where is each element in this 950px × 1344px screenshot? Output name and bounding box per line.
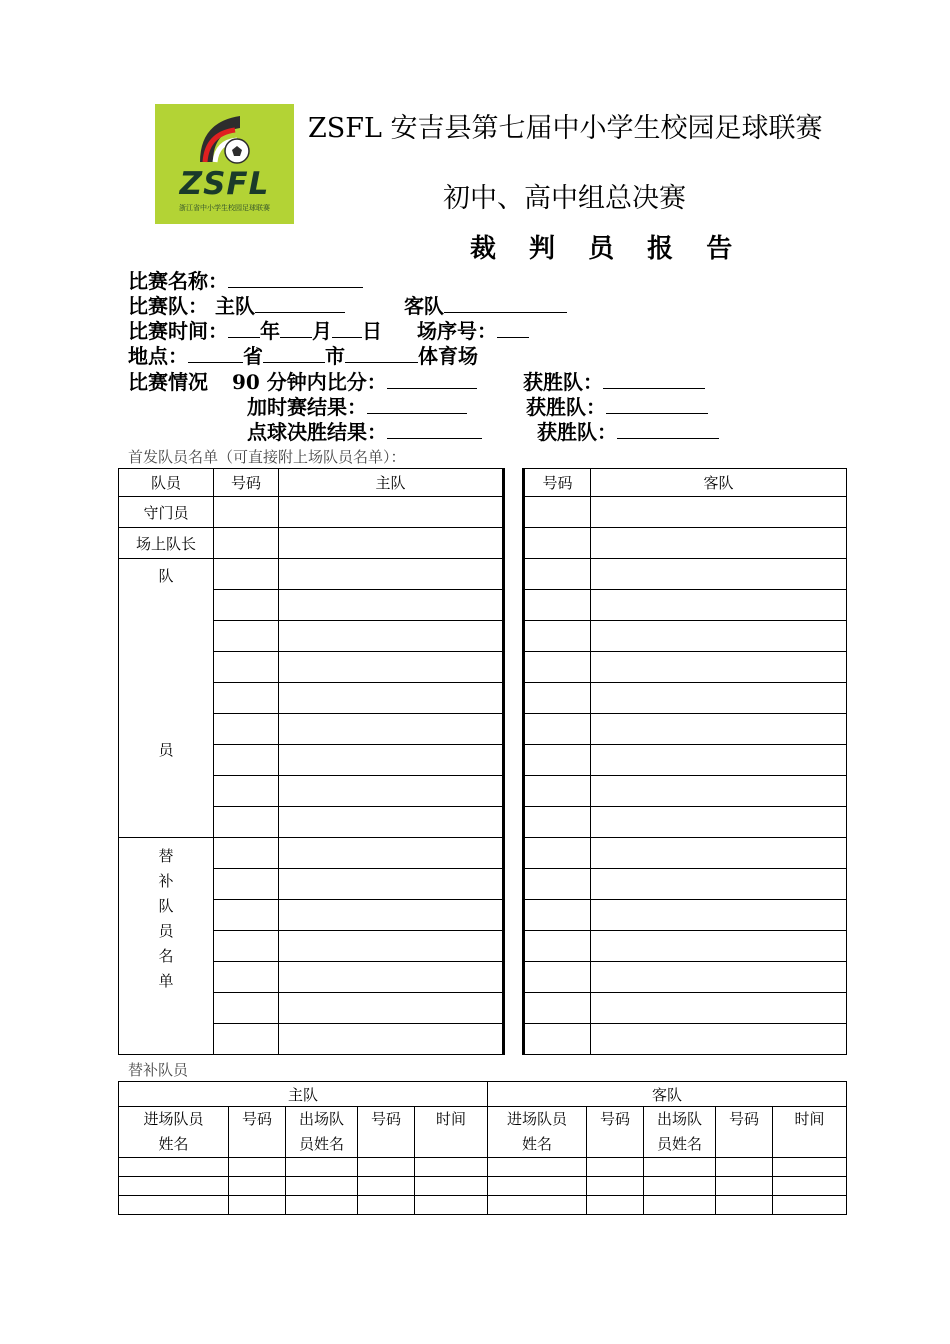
winner90-row xyxy=(523,370,705,394)
day-field[interactable] xyxy=(332,319,362,338)
home-out-name-header xyxy=(286,1107,358,1158)
subs-char: 名 xyxy=(158,947,174,965)
table-row xyxy=(119,683,847,714)
table-cell[interactable] xyxy=(214,838,279,869)
table-cell[interactable] xyxy=(358,1158,415,1177)
table-cell[interactable] xyxy=(214,652,279,683)
home-in-number-header: 号码 xyxy=(229,1107,286,1158)
table-cell[interactable] xyxy=(773,1177,847,1196)
table-cell[interactable] xyxy=(591,528,847,559)
subs-column-header-row xyxy=(119,1107,847,1158)
col-home: 主队 xyxy=(279,469,504,497)
stadium-label: 体育场 xyxy=(418,344,478,368)
col-away-number: 号码 xyxy=(524,469,591,497)
subs-char: 单 xyxy=(158,972,174,990)
table-cell[interactable] xyxy=(286,1177,358,1196)
table-cell[interactable] xyxy=(591,807,847,838)
table-cell[interactable] xyxy=(279,528,504,559)
team-separator xyxy=(504,469,524,1055)
province-label: 省 xyxy=(243,344,263,368)
lineup-note: 首发队员名单（可直接附上场队员名单）： xyxy=(128,448,406,466)
table-cell[interactable] xyxy=(279,962,504,993)
table-cell[interactable] xyxy=(591,745,847,776)
table-cell[interactable] xyxy=(415,1177,488,1196)
table-row xyxy=(119,1158,847,1177)
table-cell[interactable] xyxy=(279,807,504,838)
table-row xyxy=(119,652,847,683)
table-cell[interactable] xyxy=(716,1196,773,1215)
col-home-number: 号码 xyxy=(214,469,279,497)
winner-extra-label: 获胜队： xyxy=(526,395,606,419)
table-row xyxy=(119,962,847,993)
table-cell[interactable] xyxy=(214,590,279,621)
header-line: 姓名 xyxy=(158,1135,189,1153)
month-field[interactable] xyxy=(280,319,312,338)
report-title: 裁 判 员 报 告 xyxy=(470,234,745,264)
winner-penalty-row xyxy=(537,420,719,444)
header-line: 姓名 xyxy=(521,1135,552,1153)
penalty-row xyxy=(247,420,482,444)
subs-note: 替补队员 xyxy=(128,1061,189,1079)
home-team-label: 主队 xyxy=(214,294,255,318)
table-cell[interactable] xyxy=(591,993,847,1024)
table-cell[interactable] xyxy=(119,1158,229,1177)
table-cell[interactable] xyxy=(591,962,847,993)
table-cell[interactable] xyxy=(524,745,591,776)
col-player: 队员 xyxy=(119,469,214,497)
province-field[interactable] xyxy=(188,344,243,363)
table-cell[interactable] xyxy=(286,1158,358,1177)
table-cell[interactable] xyxy=(214,869,279,900)
players-bottom-char: 员 xyxy=(158,741,174,759)
table-cell[interactable] xyxy=(591,590,847,621)
header-line: 出场队 xyxy=(298,1110,344,1128)
match-name-field[interactable] xyxy=(228,269,363,288)
table-cell[interactable] xyxy=(524,869,591,900)
table-row xyxy=(119,807,847,838)
teams-row xyxy=(128,294,567,318)
table-cell[interactable] xyxy=(488,1196,587,1215)
winner90-field[interactable] xyxy=(603,370,705,389)
table-cell[interactable] xyxy=(524,621,591,652)
subs-home-header: 主队 xyxy=(119,1082,488,1107)
table-row xyxy=(119,714,847,745)
logo-wordmark: ZSFL xyxy=(179,166,270,202)
table-cell[interactable] xyxy=(524,807,591,838)
header-line: 员姓名 xyxy=(298,1135,344,1153)
table-cell[interactable] xyxy=(524,1024,591,1055)
goalkeeper-row xyxy=(119,497,847,528)
table-cell[interactable] xyxy=(591,838,847,869)
table-cell[interactable] xyxy=(644,1158,716,1177)
page-title: ZSFL 安吉县第七届中小学生校园足球联赛 xyxy=(308,113,823,144)
table-cell[interactable] xyxy=(591,1024,847,1055)
table-cell[interactable] xyxy=(415,1196,488,1215)
table-cell[interactable] xyxy=(279,559,504,590)
table-cell[interactable] xyxy=(591,776,847,807)
table-cell[interactable] xyxy=(358,1177,415,1196)
table-row xyxy=(119,590,847,621)
table-cell[interactable] xyxy=(279,900,504,931)
result-label: 比赛情况 xyxy=(128,370,208,394)
table-cell[interactable] xyxy=(214,900,279,931)
winner-extra-field[interactable] xyxy=(606,395,708,414)
table-cell[interactable] xyxy=(524,590,591,621)
table-cell[interactable] xyxy=(524,714,591,745)
captain-label: 场上队长 xyxy=(119,528,214,559)
table-row xyxy=(119,900,847,931)
table-cell[interactable] xyxy=(214,776,279,807)
table-row xyxy=(119,559,847,590)
year-field[interactable] xyxy=(228,319,260,338)
table-cell[interactable] xyxy=(524,776,591,807)
players-group-label xyxy=(119,559,214,838)
table-cell[interactable] xyxy=(524,900,591,931)
table-cell[interactable] xyxy=(644,1196,716,1215)
captain-row xyxy=(119,528,847,559)
away-team-label: 客队 xyxy=(403,294,444,318)
winner-penalty-label: 获胜队： xyxy=(537,420,617,444)
table-cell[interactable] xyxy=(214,962,279,993)
table-cell[interactable] xyxy=(279,869,504,900)
table-cell[interactable] xyxy=(587,1196,644,1215)
away-time-header: 时间 xyxy=(773,1107,847,1158)
table-cell[interactable] xyxy=(524,993,591,1024)
winner-penalty-field[interactable] xyxy=(617,420,719,439)
table-row xyxy=(119,869,847,900)
table-cell[interactable] xyxy=(716,1177,773,1196)
table-cell[interactable] xyxy=(229,1196,286,1215)
goalkeeper-label: 守门员 xyxy=(119,497,214,528)
winner-extra-row xyxy=(526,395,708,419)
year-label: 年 xyxy=(260,319,280,343)
players-top-char: 队 xyxy=(158,567,174,585)
table-cell[interactable] xyxy=(358,1196,415,1215)
lineup-table xyxy=(118,468,847,1055)
table-cell[interactable] xyxy=(279,745,504,776)
table-cell[interactable] xyxy=(279,683,504,714)
table-row xyxy=(119,1024,847,1055)
table-cell[interactable] xyxy=(524,683,591,714)
table-cell[interactable] xyxy=(229,1177,286,1196)
extra-time-row xyxy=(247,395,467,419)
home-out-number-header: 号码 xyxy=(358,1107,415,1158)
score90-label: 90 分钟内比分： xyxy=(232,370,387,394)
table-cell[interactable] xyxy=(279,497,504,528)
table-cell[interactable] xyxy=(591,931,847,962)
header-line: 进场队员 xyxy=(506,1110,567,1128)
order-field[interactable] xyxy=(497,319,529,338)
substitutions-table xyxy=(118,1081,847,1215)
table-row xyxy=(119,776,847,807)
home-team-field[interactable] xyxy=(255,294,345,313)
table-cell[interactable] xyxy=(279,931,504,962)
penalty-label: 点球决胜结果： xyxy=(247,420,387,444)
table-cell[interactable] xyxy=(279,590,504,621)
home-in-name-header xyxy=(119,1107,229,1158)
table-row xyxy=(119,931,847,962)
time-row xyxy=(128,319,529,343)
table-row xyxy=(119,621,847,652)
table-cell[interactable] xyxy=(591,621,847,652)
table-cell[interactable] xyxy=(524,652,591,683)
table-cell[interactable] xyxy=(214,683,279,714)
place-row xyxy=(128,344,478,368)
table-cell[interactable] xyxy=(524,497,591,528)
table-cell[interactable] xyxy=(214,1024,279,1055)
away-team-field[interactable] xyxy=(444,294,567,313)
table-row xyxy=(119,1177,847,1196)
subs-char: 替 xyxy=(158,847,174,865)
match-name-label: 比赛名称： xyxy=(128,269,228,293)
table-cell[interactable] xyxy=(415,1158,488,1177)
table-row xyxy=(119,993,847,1024)
table-cell[interactable] xyxy=(587,1177,644,1196)
month-label: 月 xyxy=(312,319,332,343)
table-cell[interactable] xyxy=(119,1177,229,1196)
header-line: 出场队 xyxy=(656,1110,702,1128)
winner90-label: 获胜队： xyxy=(523,370,603,394)
table-cell[interactable] xyxy=(524,528,591,559)
away-in-name-header xyxy=(488,1107,587,1158)
stadium-field[interactable] xyxy=(345,344,418,363)
away-in-number-header: 号码 xyxy=(587,1107,644,1158)
header-line: 进场队员 xyxy=(143,1110,204,1128)
substitutes-group-label xyxy=(119,838,214,1055)
match-name-row xyxy=(128,269,363,293)
table-cell[interactable] xyxy=(488,1177,587,1196)
page-subtitle: 初中、高中组总决赛 xyxy=(443,183,686,214)
table-cell[interactable] xyxy=(214,931,279,962)
table-row xyxy=(119,1196,847,1215)
table-cell[interactable] xyxy=(279,776,504,807)
table-cell[interactable] xyxy=(591,714,847,745)
table-cell[interactable] xyxy=(214,993,279,1024)
table-cell[interactable] xyxy=(119,1196,229,1215)
logo-subtitle: 浙江省中小学生校园足球联赛 xyxy=(179,204,270,212)
home-time-header: 时间 xyxy=(415,1107,488,1158)
table-cell[interactable] xyxy=(229,1158,286,1177)
city-label: 市 xyxy=(325,344,345,368)
table-cell[interactable] xyxy=(524,962,591,993)
substitutes-first-row xyxy=(119,838,847,869)
table-cell[interactable] xyxy=(773,1196,847,1215)
col-away: 客队 xyxy=(591,469,847,497)
table-cell[interactable] xyxy=(716,1158,773,1177)
table-cell[interactable] xyxy=(644,1177,716,1196)
penalty-field[interactable] xyxy=(387,420,482,439)
table-cell[interactable] xyxy=(214,528,279,559)
table-cell[interactable] xyxy=(214,807,279,838)
table-cell[interactable] xyxy=(279,652,504,683)
subs-char: 队 xyxy=(158,897,174,915)
day-label: 日 xyxy=(362,319,382,343)
table-cell[interactable] xyxy=(591,900,847,931)
table-cell[interactable] xyxy=(524,559,591,590)
place-label: 地点： xyxy=(128,344,188,368)
table-cell[interactable] xyxy=(591,869,847,900)
table-row xyxy=(119,745,847,776)
extra-time-label: 加时赛结果： xyxy=(247,395,367,419)
away-out-name-header xyxy=(644,1107,716,1158)
subs-away-header: 客队 xyxy=(488,1082,847,1107)
table-cell[interactable] xyxy=(524,838,591,869)
zsfl-logo xyxy=(155,104,294,224)
table-cell[interactable] xyxy=(773,1158,847,1177)
table-cell[interactable] xyxy=(591,559,847,590)
teams-label: 比赛队： xyxy=(128,294,208,318)
table-cell[interactable] xyxy=(591,497,847,528)
table-cell[interactable] xyxy=(279,993,504,1024)
table-cell[interactable] xyxy=(214,497,279,528)
table-cell[interactable] xyxy=(488,1158,587,1177)
score90-row xyxy=(232,370,477,394)
table-cell[interactable] xyxy=(214,559,279,590)
table-cell[interactable] xyxy=(279,1024,504,1055)
header-line: 员姓名 xyxy=(656,1135,702,1153)
table-cell[interactable] xyxy=(591,652,847,683)
away-out-number-header: 号码 xyxy=(716,1107,773,1158)
subs-char: 补 xyxy=(158,872,174,890)
table-cell[interactable] xyxy=(286,1196,358,1215)
time-label: 比赛时间： xyxy=(128,319,228,343)
lineup-header-row xyxy=(119,469,847,497)
extra-time-field[interactable] xyxy=(367,395,467,414)
subs-char: 员 xyxy=(158,922,174,940)
order-label: 场序号： xyxy=(416,319,497,343)
table-cell[interactable] xyxy=(587,1158,644,1177)
table-cell[interactable] xyxy=(279,621,504,652)
score90-field[interactable] xyxy=(387,370,477,389)
table-cell[interactable] xyxy=(591,683,847,714)
subs-team-header-row xyxy=(119,1082,847,1107)
table-cell[interactable] xyxy=(279,714,504,745)
table-cell[interactable] xyxy=(214,714,279,745)
table-cell[interactable] xyxy=(279,838,504,869)
city-field[interactable] xyxy=(263,344,325,363)
table-cell[interactable] xyxy=(214,745,279,776)
table-cell[interactable] xyxy=(214,621,279,652)
table-cell[interactable] xyxy=(524,931,591,962)
